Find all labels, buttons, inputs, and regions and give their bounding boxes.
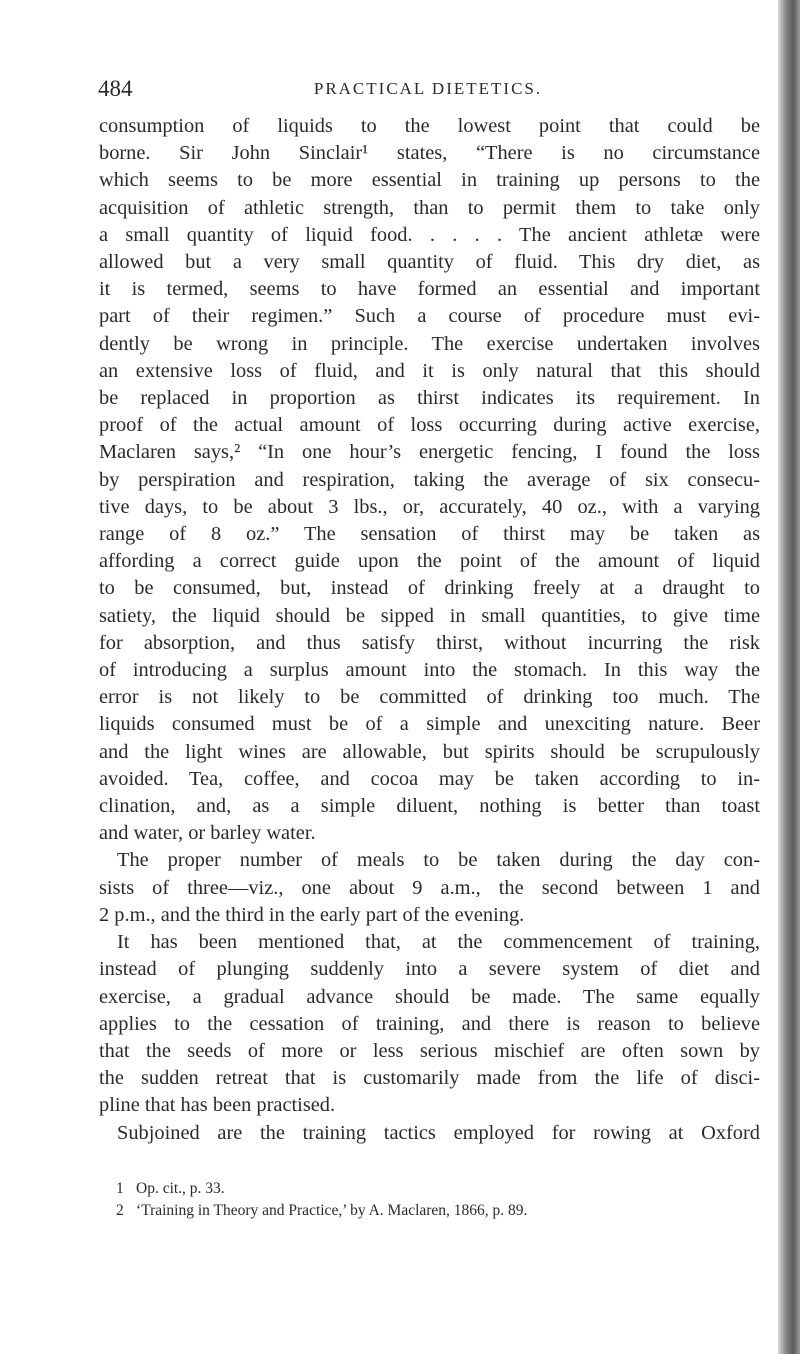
running-head: PRACTICAL DIETETICS. — [313, 79, 543, 98]
text-line: liquids consumed must be of a simple and unexciting nature. Beer — [99, 713, 760, 736]
text-line: it is termed, seems to have formed an essential and important — [99, 278, 760, 301]
text-line: that the seeds of more or less serious mischief are often sown by — [99, 1039, 760, 1062]
footnote-marker: 2 — [116, 1202, 124, 1219]
page-edge-shadow — [778, 0, 800, 1354]
footnotes — [116, 1178, 756, 1222]
text-line: which seems to be more essential in training up persons to the — [99, 169, 760, 192]
text-line: avoided. Tea, coffee, and cocoa may be taken according to in- — [99, 767, 760, 790]
text-line: clination, and, as a simple diluent, nothing is better than toast — [99, 795, 760, 818]
page-header — [98, 76, 758, 106]
text-line: The proper number of meals to be taken during the day con- — [117, 849, 760, 872]
text-line: an extensive loss of fluid, and it is only natural that this should — [99, 359, 760, 382]
body-text — [99, 113, 760, 1147]
footnote-text: ‘Training in Theory and Practice,’ by A. Maclaren, 1866, p. 89. — [136, 1202, 528, 1219]
footnote-text: Op. cit., p. 33. — [136, 1180, 225, 1197]
text-line: allowed but a very small quantity of fluid. This dry diet, as — [99, 251, 760, 274]
text-line: borne. Sir John Sinclair¹ states, “There is no circumstance — [99, 142, 760, 165]
page-number: 484 — [98, 76, 133, 101]
text-line: part of their regimen.” Such a course of procedure must evi- — [99, 305, 760, 328]
text-line: by perspiration and respiration, taking the average of six consecu- — [99, 468, 760, 491]
text-line: and water, or barley water. — [99, 822, 316, 845]
footnote-marker: 1 — [116, 1180, 124, 1197]
text-line: applies to the cessation of training, and there is reason to believe — [99, 1012, 760, 1035]
footnote — [116, 1200, 756, 1222]
text-line: exercise, a gradual advance should be made. The same equally — [99, 985, 760, 1008]
text-line: and the light wines are allowable, but spirits should be scrupulously — [99, 740, 760, 763]
text-line: Subjoined are the training tactics employed for rowing at Oxford — [117, 1121, 760, 1144]
text-line: tive days, to be about 3 lbs., or, accurately, 40 oz., with a varying — [99, 495, 760, 518]
text-line: acquisition of athletic strength, than to permit them to take only — [99, 196, 760, 219]
text-line: proof of the actual amount of loss occurring during active exercise, — [99, 414, 760, 437]
text-line: satiety, the liquid should be sipped in small quantities, to give time — [99, 604, 760, 627]
text-line: pline that has been practised. — [99, 1094, 336, 1117]
text-line: It has been mentioned that, at the commencement of training, — [117, 931, 760, 954]
text-line: be replaced in proportion as thirst indicates its requirement. In — [99, 387, 760, 410]
text-line: range of 8 oz.” The sensation of thirst may be taken as — [99, 523, 760, 546]
text-line: affording a correct guide upon the point of the amount of liquid — [99, 550, 760, 573]
text-line: Maclaren says,² “In one hour’s energetic fencing, I found the loss — [99, 441, 760, 464]
text-line: instead of plunging suddenly into a severe system of diet and — [99, 958, 760, 981]
text-line: to be consumed, but, instead of drinking freely at a draught to — [99, 577, 760, 600]
footnote — [116, 1178, 756, 1200]
text-line: a small quantity of liquid food. . . . . The ancient athletæ were — [99, 223, 760, 246]
text-line: sists of three—viz., one about 9 a.m., the second between 1 and — [99, 876, 760, 899]
text-line: consumption of liquids to the lowest point that could be — [99, 115, 760, 137]
text-line: for absorption, and thus satisfy thirst, without incurring the risk — [99, 631, 760, 654]
text-line: of introducing a surplus amount into the stomach. In this way the — [99, 659, 760, 682]
text-line: dently be wrong in principle. The exercise undertaken involves — [99, 332, 760, 355]
text-line: 2 p.m., and the third in the early part of the evening. — [99, 903, 525, 926]
text-line: the sudden retreat that is customarily made from the life of disci- — [99, 1067, 760, 1090]
text-line: error is not likely to be committed of drinking too much. The — [99, 686, 760, 709]
